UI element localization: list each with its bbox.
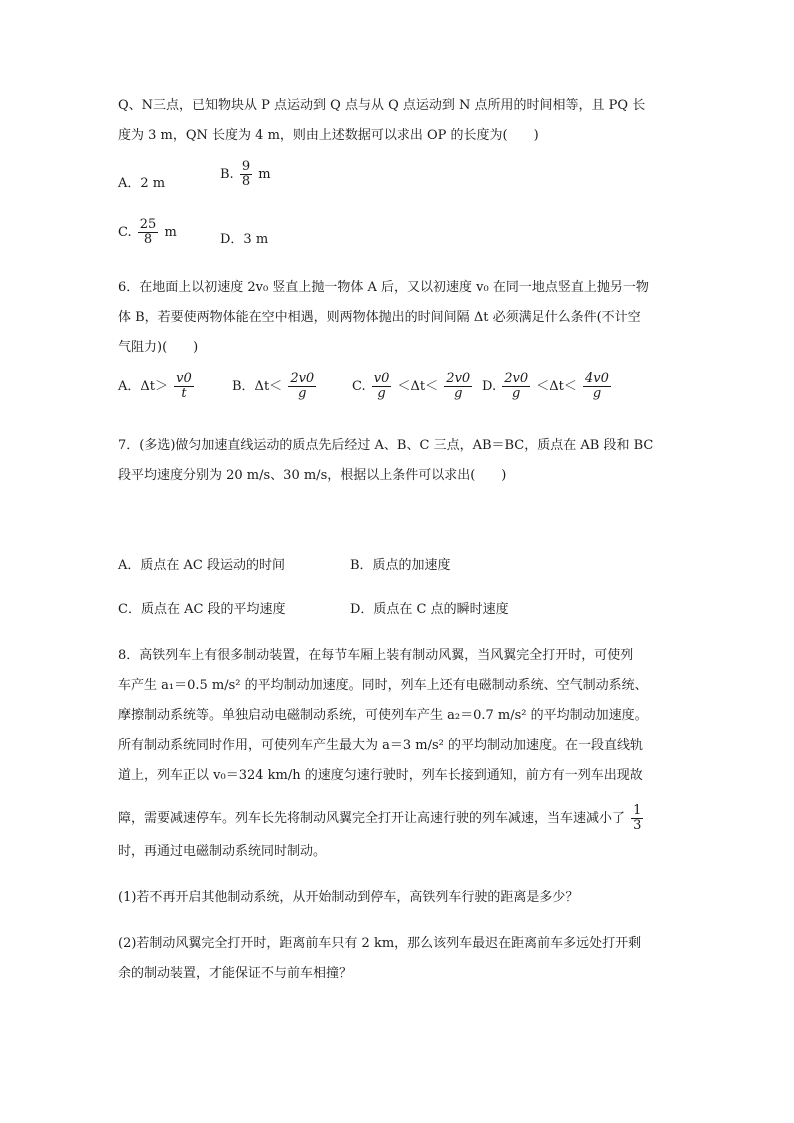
q6-option-b	[232, 372, 318, 401]
q6-option-a-num: v0	[176, 371, 192, 386]
q6-option-d-fraction-2	[583, 372, 611, 401]
q6-option-d-mid: ＜Δt＜	[536, 379, 577, 394]
q8-subquestion-2-line2: 余的制动装置，才能保证不与前车相撞？	[118, 966, 353, 981]
q6-option-c-num1: v0	[373, 371, 390, 386]
q6-option-c-mid: ＜Δt＜	[397, 379, 439, 394]
q7-line1: 7．(多选)做匀加速直线运动的质点先后经过 A、B、C 三点，AB＝BC，质点在 AB 段和 BC	[118, 438, 654, 453]
q6-option-c-fraction-1	[372, 372, 392, 401]
q7-option-d: D．质点在 C 点的瞬时速度	[350, 602, 509, 617]
q6-option-b-label: B．Δt＜	[232, 379, 283, 394]
q6-option-c-fraction-2	[444, 372, 472, 401]
q6-option-a-label: A．Δt＞	[118, 379, 169, 394]
q5-option-c-num: 25	[139, 217, 157, 232]
q8-line2: 车产生 a₁＝0.5 m/s² 的平均制动加速度。同时，列车上还有电磁制动系统、空气制动系统、	[118, 678, 648, 693]
q8-line6-fraction	[631, 804, 643, 833]
q5-option-b-den: 8	[241, 174, 251, 189]
q6-option-a	[118, 372, 196, 401]
q6-option-c-label: C.	[352, 379, 366, 394]
q7-option-b: B．质点的加速度	[350, 558, 451, 573]
q6-option-c-den2: g	[454, 386, 463, 401]
q6-option-d-den1: g	[512, 386, 521, 401]
q5-option-c-unit: m	[164, 225, 177, 240]
q6-line3: 气阻力)( )	[118, 340, 199, 355]
q8-line7: 时，再通过电磁制动系统同时制动。	[118, 844, 327, 859]
q5-line2: 度为 3 m，QN 长度为 4 m，则由上述数据可以求出 OP 的长度为( )	[118, 128, 539, 143]
q6-option-b-fraction	[288, 372, 316, 401]
q6-line1: 6．在地面上以初速度 2v₀ 竖直上抛一物体 A 后，又以初速度 v₀ 在同一地点竖直上抛另一物	[118, 280, 649, 295]
q5-option-c-label: C.	[118, 225, 132, 240]
q8-line6-num: 1	[633, 803, 642, 818]
q5-option-a: A．2 m	[118, 176, 166, 191]
q6-option-d-fraction-1	[502, 372, 530, 401]
q8-line6-den: 3	[633, 818, 642, 833]
q5-option-b-num: 9	[241, 159, 251, 174]
q6-option-a-fraction	[174, 372, 194, 401]
q6-option-c-num2: 2v0	[446, 371, 471, 386]
q8-line4: 所有制动系统同时作用，可使列车产生最大为 a＝3 m/s² 的平均制动加速度。在一段直线轨	[118, 738, 644, 753]
q8-subquestion-1: (1)若不再开启其他制动系统，从开始制动到停车，高铁列车行驶的距离是多少？	[118, 890, 579, 905]
q8-line6-text: 障，需要减速停车。列车长先将制动风翼完全打开让高速行驶的列车减速，当车速减小了	[118, 811, 626, 826]
q8-line1: 8．高铁列车上有很多制动装置，在每节车厢上装有制动风翼，当风翼完全打开时，可使列	[118, 648, 634, 663]
q6-option-c-den1: g	[377, 386, 386, 401]
q6-option-b-den: g	[298, 386, 307, 401]
q6-option-d	[482, 372, 613, 401]
q8-line5: 道上，列车正以 v₀＝324 km/h 的速度匀速行驶时，列车长接到通知，前方有一列车出现故	[118, 768, 643, 783]
q6-option-d-num2: 4v0	[585, 371, 609, 386]
q7-option-c: C．质点在 AC 段的平均速度	[118, 602, 286, 617]
q8-line6	[118, 804, 645, 833]
q6-option-d-label: D.	[482, 379, 497, 394]
q6-option-c	[352, 372, 474, 401]
q6-option-b-num: 2v0	[290, 371, 315, 386]
q5-option-c-fraction	[138, 218, 159, 247]
q6-option-d-den2: g	[592, 386, 602, 401]
q6-line2: 体 B，若要使两物体能在空中相遇，则两物体抛出的时间间隔 Δt 必须满足什么条件(不计空	[118, 310, 641, 325]
q5-option-b	[220, 160, 271, 189]
q5-option-c	[118, 218, 177, 247]
q8-line3: 摩擦制动系统等。单独启动电磁制动系统，可使列车产生 a₂＝0.7 m/s² 的平均制动加速度。	[118, 708, 648, 723]
q7-option-a: A．质点在 AC 段运动的时间	[118, 558, 285, 573]
q8-subquestion-2-line1: (2)若制动风翼完全打开时，距离前车只有 2 km，那么该列车最迟在距离前车多远处打开剩	[118, 936, 642, 951]
q7-line2: 段平均速度分别为 20 m/s、30 m/s，根据以上条件可以求出( )	[118, 468, 507, 483]
q6-option-d-num1: 2v0	[504, 371, 529, 386]
q5-option-b-unit: m	[258, 167, 271, 182]
q5-option-c-den: 8	[143, 232, 153, 247]
q5-line1: Q、N三点，已知物块从 P 点运动到 Q 点与从 Q 点运动到 N 点所用的时间相等，且 PQ 长	[118, 98, 646, 113]
q6-option-a-den: t	[181, 386, 187, 401]
q5-option-b-fraction	[240, 160, 252, 189]
q5-option-b-label: B.	[220, 167, 234, 182]
q5-option-d: D．3 m	[220, 232, 269, 247]
